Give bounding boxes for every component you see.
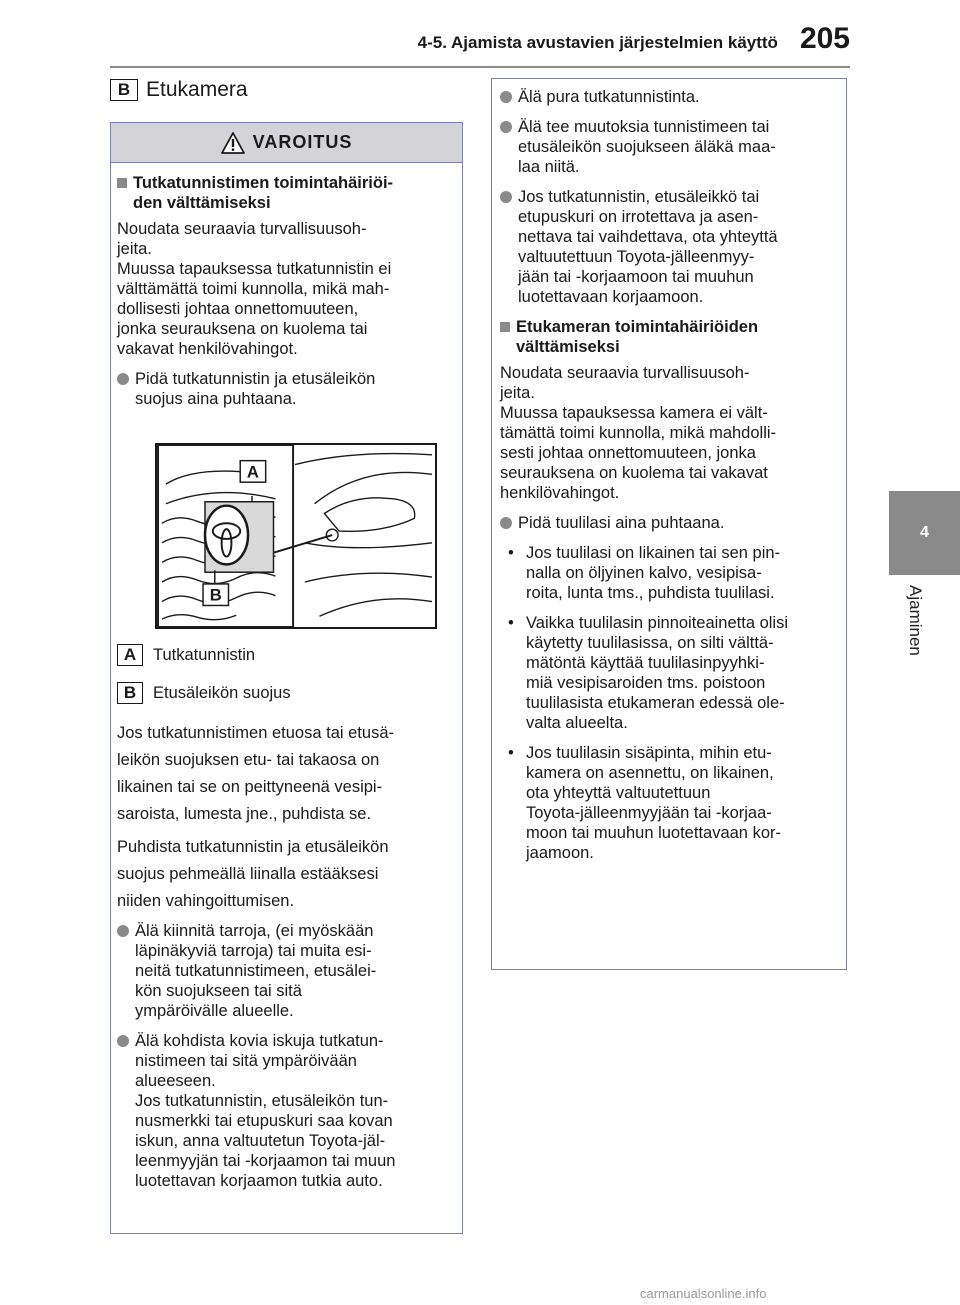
bullet-dot-icon <box>117 1035 129 1047</box>
warning-box <box>110 122 463 1234</box>
warning-title: VAROITUS <box>252 132 353 152</box>
warning-subheading: Tutkatunnistimen toimintahäiriöi- den välttämiseksi <box>117 173 452 213</box>
watermark: carmanualsonline.info <box>640 1286 767 1301</box>
warning-intro: Noudata seuraavia turvallisuusoh- jeita. Muussa tapauksessa tutkatunnistin ei välttämättä toimi kunnolla, mikä mah- dollisesti johtaa onnettomuuteen, jonka seurauksena on kuolema tai vakavat henkilövahingot. <box>117 220 392 358</box>
list-item: Älä kohdista kovia iskuja tutkatun- nistimeen tai sitä ympäröivään alueeseen. Jos tutkatunnistin, etusäleikön tun- nusmerkki tai etupuskuri saa kovan iskun, anna valtuutetun Toyota-jäl- leenmyyjän tai -korjaamon tai muun luotettavan korjaamon tutkia auto. <box>117 1031 452 1191</box>
bullet-dot-icon <box>500 517 512 529</box>
figure-label-a: A <box>246 462 259 482</box>
square-bullet-icon <box>117 178 127 188</box>
bullet-dot-icon <box>500 121 512 133</box>
legend-letter-a: A <box>117 644 143 666</box>
warning-box-continued <box>491 78 847 970</box>
section-heading <box>110 78 248 102</box>
legend-item-b: B Etusäleikön suojus <box>117 682 452 704</box>
bullet-dot-icon <box>500 191 512 203</box>
list-item: Älä tee muutoksia tunnistimeen tai etusäleikön suojukseen äläkä maa- laa niitä. <box>500 117 838 177</box>
list-item: Älä pura tutkatunnistinta. <box>500 87 838 107</box>
chapter-tab-number: 4 <box>920 524 929 541</box>
chapter-tab[interactable] <box>889 491 960 575</box>
bullet-dot-icon <box>117 373 129 385</box>
bullet-dot-icon <box>500 91 512 103</box>
legend-item-a: A Tutkatunnistin <box>117 644 452 666</box>
section-title: Etukamera <box>146 78 248 101</box>
list-item: Pidä tutkatunnistin ja etusäleikön suojus aina puhtaana. <box>117 369 452 409</box>
radar-sensor-illustration <box>155 443 437 629</box>
page-header <box>110 22 850 56</box>
bullet-mark-icon: • <box>508 614 514 632</box>
warning-header <box>111 123 462 163</box>
cleaning-paragraph: Jos tutkatunnistimen etuosa tai etusä- leikön suojuksen etu- tai takaosa on likainen tai se on peittyneenä vesipi- saroista, lumesta jne., puhdista se. <box>117 724 394 823</box>
figure-label-b: B <box>209 585 222 605</box>
list-item: Pidä tuulilasi aina puhtaana. <box>500 513 838 533</box>
warning-subheading: Etukameran toimintahäiriöiden välttämiseksi <box>500 317 838 357</box>
sub-list-item: • Jos tuulilasin sisäpinta, mihin etu- kamera on asennettu, on likainen, ota yhteyttä valtuutettuun Toyota-jälleenmyyjään tai -korjaa- moon tai muuhun luotettavaan kor- jaamoon. <box>508 744 781 862</box>
bullet-mark-icon: • <box>508 744 514 762</box>
camera-intro: Noudata seuraavia turvallisuusoh- jeita. Muussa tapauksessa kamera ei vält- tämättä toimi kunnolla, mikä mahdolli- sesti johtaa onnettomuuteen, jonka seurauksena on kuolema tai vakavat henkilövahingot. <box>500 364 777 502</box>
page-number: 205 <box>799 22 850 55</box>
chapter-title: 4-5. Ajamista avustavien järjestelmien käyttö <box>417 33 778 52</box>
sub-list-item: • Jos tuulilasi on likainen tai sen pin- nalla on öljyinen kalvo, vesipisa- roita, lunta tms., puhdista tuulilasi. <box>508 544 781 602</box>
wipe-paragraph: Puhdista tutkatunnistin ja etusäleikön suojus pehmeällä liinalla estääksesi niiden vahingoittumisen. <box>117 838 389 910</box>
legend-letter-b: B <box>117 682 143 704</box>
list-item: Jos tutkatunnistin, etusäleikkö tai etupuskuri on irrotettava ja asen- nettava tai vaihdettava, ota yhteyttä valtuutettuun Toyota-jälleenmyy- jään tai -korjaamoon tai muuhun luotettavaan korjaamoon. <box>500 187 838 307</box>
chapter-tab-label: Ajaminen <box>906 585 925 656</box>
section-letter-box: B <box>110 79 138 101</box>
bullet-dot-icon <box>117 925 129 937</box>
square-bullet-icon <box>500 322 510 332</box>
bullet-mark-icon: • <box>508 544 514 562</box>
warning-triangle-icon <box>221 132 245 154</box>
list-item: Älä kiinnitä tarroja, (ei myöskään läpinäkyviä tarroja) tai muita esi- neitä tutkatunnistimeen, etusälei- kön suojukseen tai sitä ympäröivälle alueelle. <box>117 921 452 1021</box>
sub-list-item: • Vaikka tuulilasin pinnoiteainetta olisi käytetty tuulilasissa, on silti välttä- mätöntä käyttää tuulilasinpyyhki- miä vesipisaroiden tms. poistoon tuulilasista etukameran edessä ole- valta alueelta. <box>508 614 789 732</box>
header-rule <box>110 66 850 68</box>
